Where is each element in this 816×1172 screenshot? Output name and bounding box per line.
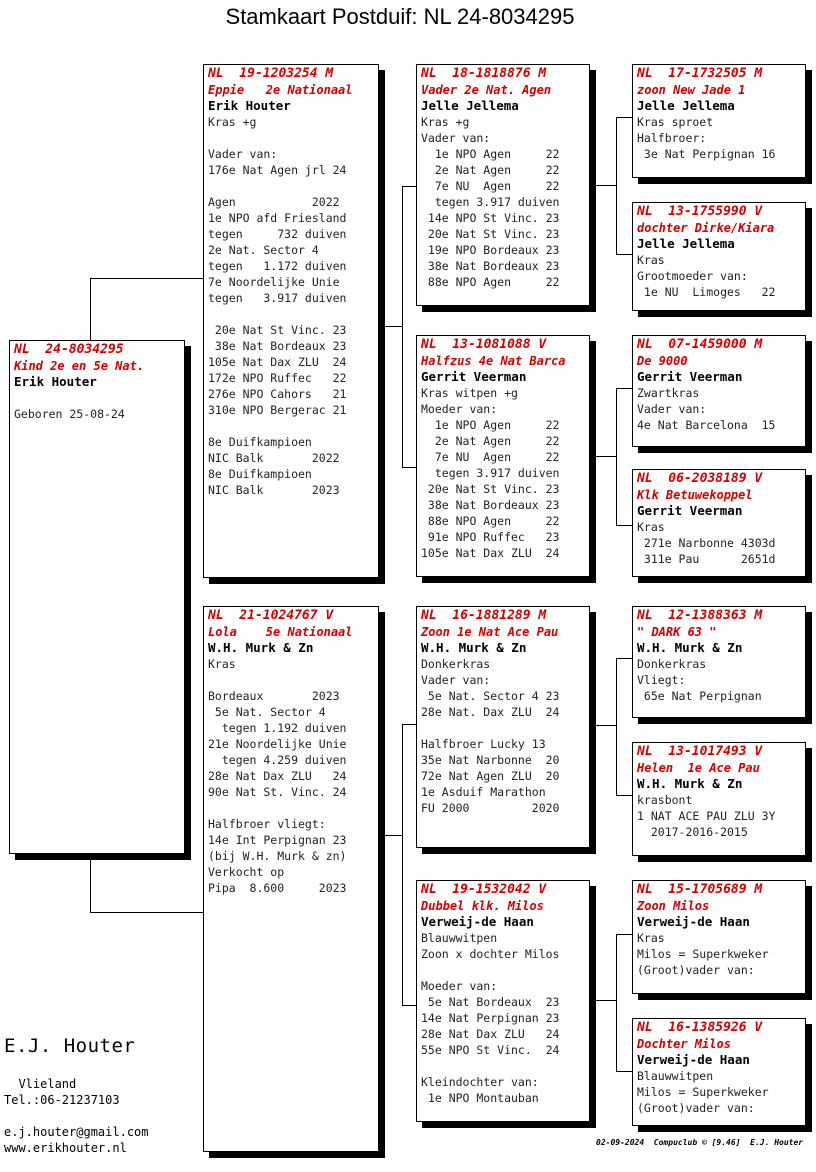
breeder-email: e.j.houter@gmail.com xyxy=(4,1125,149,1139)
pigeon-info-line: Bordeaux 2023 xyxy=(208,689,340,703)
connector-line xyxy=(616,117,632,118)
pigeon-info-line xyxy=(208,418,374,434)
pigeon-owner: Gerrit Veerman xyxy=(637,369,743,384)
connector-line xyxy=(616,934,617,1072)
pigeon-info-line: Zoon x dochter Milos xyxy=(421,947,560,961)
connector-line xyxy=(616,658,617,796)
pigeon-card-dam-sire-dam xyxy=(632,742,806,856)
pigeon-owner: Jelle Jellema xyxy=(637,98,735,113)
pigeon-info-line: 1e NPO Montauban xyxy=(421,1091,539,1105)
pigeon-card-sire-dam-sire xyxy=(632,335,806,447)
pigeon-info-line: 5e Nat. Sector 4 xyxy=(208,705,326,719)
pigeon-ring-number: NL 16-1881289 M xyxy=(421,608,547,623)
pigeon-info-line: Moeder van: xyxy=(421,979,498,993)
pigeon-owner: W.H. Murk & Zn xyxy=(637,776,743,791)
pigeon-info-line: Vliegt: xyxy=(637,673,686,687)
pigeon-ring-number: NL 12-1388363 M xyxy=(637,608,763,623)
pigeon-owner: Verweij-de Haan xyxy=(421,914,534,929)
pigeon-nickname: Klk Betuwekoppel xyxy=(637,488,753,502)
pigeon-info-line: 90e Nat St. Vinc. 24 xyxy=(208,785,347,799)
pigeon-info-line: Halfbroer vliegt: xyxy=(208,817,326,831)
connector-line xyxy=(616,388,632,389)
pigeon-info-line: 14e Nat Perpignan 23 xyxy=(421,1011,560,1025)
connector-line xyxy=(616,658,632,659)
pigeon-nickname: Zoon Milos xyxy=(637,899,710,913)
pigeon-info-line: 7e NU Agen 22 xyxy=(421,450,560,464)
pigeon-card-dam xyxy=(203,606,379,1152)
pigeon-info-line: 38e Nat Bordeaux 23 xyxy=(208,339,347,353)
pigeon-info-line: krasbont xyxy=(637,793,693,807)
pigeon-info-line: Milos = Superkweker xyxy=(637,947,769,961)
pigeon-info-line: Kras +g xyxy=(421,115,470,129)
breeder-website: www.erikhouter.nl xyxy=(4,1141,127,1155)
pigeon-ring-number: NL 06-2038189 V xyxy=(637,471,763,486)
connector-line xyxy=(90,278,204,279)
pigeon-owner: Erik Houter xyxy=(14,374,97,389)
pigeon-ring-number: NL 24-8034295 xyxy=(14,342,124,357)
pigeon-info-line: 20e Nat St Vinc. 23 xyxy=(421,227,560,241)
pigeon-info-line: 35e Nat Narbonne 20 xyxy=(421,753,560,767)
pigeon-info-line: Vader van: xyxy=(208,147,278,161)
connector-line xyxy=(616,117,617,255)
pigeon-nickname: Halfzus 4e Nat Barca xyxy=(421,354,566,368)
pigeon-card-sire-dam xyxy=(416,335,590,577)
pigeon-info-line: 5e Nat Bordeaux 23 xyxy=(421,995,560,1009)
pigeon-nickname: zoon New Jade 1 xyxy=(637,83,746,97)
pigeon-info-line: (bij W.H. Murk & zn) xyxy=(208,849,347,863)
pigeon-owner: W.H. Murk & Zn xyxy=(637,640,743,655)
pigeon-info-line: 1e NU Limoges 22 xyxy=(637,285,776,299)
pigeon-owner: Erik Houter xyxy=(208,98,291,113)
pigeon-info-line: Halfbroer: xyxy=(637,131,707,145)
pigeon-nickname: Eppie 2e Nationaal xyxy=(208,83,353,97)
pigeon-nickname: Kind 2e en 5e Nat. xyxy=(14,359,145,373)
print-stamp: 02-09-2024 Compuclub © [9.46] E.J. Houter xyxy=(596,1138,804,1147)
pigeon-nickname: " DARK 63 " xyxy=(637,625,717,639)
pigeon-info-line: 105e Nat Dax ZLU 24 xyxy=(208,355,347,369)
pigeon-nickname: Dubbel klk. Milos xyxy=(421,899,544,913)
pigeon-info-line: 310e NPO Bergerac 21 xyxy=(208,403,347,417)
breeder-phone: Tel.:06-21237103 xyxy=(4,1093,120,1107)
pigeon-info-line: NIC Balk 2022 xyxy=(208,451,340,465)
pigeon-owner: Verweij-de Haan xyxy=(637,914,750,929)
pigeon-info-line: 1e NPO Agen 22 xyxy=(421,147,560,161)
connector-line xyxy=(402,186,403,468)
pigeon-info-line: 311e Pau 2651d xyxy=(637,552,776,566)
connector-line xyxy=(616,525,632,526)
pigeon-info-line: Vader van: xyxy=(421,673,491,687)
pigeon-info-line: 91e NPO Ruffec 23 xyxy=(421,530,560,544)
pigeon-info-line: FU 2000 2020 xyxy=(421,801,560,815)
pigeon-info-line xyxy=(421,962,585,978)
connector-line xyxy=(616,795,632,796)
pigeon-card-subject xyxy=(9,340,185,854)
pigeon-info-line: 2e Nat Agen 22 xyxy=(421,163,560,177)
pigeon-card-sire-sire xyxy=(416,64,590,306)
pigeon-info-line: 28e Nat Dax ZLU 24 xyxy=(208,769,347,783)
connector-line xyxy=(616,254,632,255)
pigeon-owner: W.H. Murk & Zn xyxy=(208,640,314,655)
pigeon-info-line: 1 NAT ACE PAU ZLU 3Y xyxy=(637,809,776,823)
pigeon-info-line: Kras xyxy=(208,657,236,671)
pigeon-info-line: Agen 2022 xyxy=(208,195,340,209)
pigeon-info-line: 14e NPO St Vinc. 23 xyxy=(421,211,560,225)
pigeon-info-line: tegen 3.917 duiven xyxy=(208,291,347,305)
connector-line xyxy=(402,1005,417,1006)
pigeon-info-line: 88e NPO Agen 22 xyxy=(421,275,560,289)
pigeon-info-line: tegen 3.917 duiven xyxy=(421,466,560,480)
pigeon-info-line: tegen 1.172 duiven xyxy=(208,259,347,273)
pigeon-info-line: (Groot)vader van: xyxy=(637,963,755,977)
pigeon-info-line xyxy=(421,1058,585,1074)
connector-line xyxy=(90,912,204,913)
pigeon-info-line: tegen 1.192 duiven xyxy=(208,721,347,735)
pigeon-info-line: 176e Nat Agen jrl 24 xyxy=(208,163,347,177)
connector-line xyxy=(596,185,616,186)
pigeon-card-sire-sire-dam xyxy=(632,202,806,311)
pigeon-info-line: 1e NPO afd Friesland xyxy=(208,211,347,225)
pigeon-nickname: dochter Dirke/Kiara xyxy=(637,221,775,235)
pigeon-info-line xyxy=(421,720,585,736)
pigeon-info-line xyxy=(208,306,374,322)
pigeon-info-line: Milos = Superkweker xyxy=(637,1085,769,1099)
pigeon-info-line: 14e Int Perpignan 23 xyxy=(208,833,347,847)
pigeon-info-line: Vader van: xyxy=(637,402,707,416)
pigeon-info-line: 2e Nat. Sector 4 xyxy=(208,243,319,257)
pigeon-card-sire-sire-sire xyxy=(632,64,806,178)
pigeon-card-dam-sire xyxy=(416,606,590,848)
pigeon-info-line: 8e Duifkampioen xyxy=(208,467,312,481)
pigeon-info-line: 172e NPO Ruffec 22 xyxy=(208,371,347,385)
pigeon-card-dam-dam-dam xyxy=(632,1018,806,1126)
pigeon-info-line: 38e Nat Bordeaux 23 xyxy=(421,259,560,273)
pigeon-info-line: 3e Nat Perpignan 16 xyxy=(637,147,776,161)
pigeon-info-line: 2e Nat Agen 22 xyxy=(421,434,560,448)
pigeon-nickname: Helen 1e Ace Pau xyxy=(637,761,760,775)
pigeon-owner: Gerrit Veerman xyxy=(421,369,527,384)
pigeon-info-line: 88e NPO Agen 22 xyxy=(421,514,560,528)
pigeon-owner: W.H. Murk & Zn xyxy=(421,640,527,655)
pigeon-nickname: De 9000 xyxy=(637,354,688,368)
pigeon-info-line: 1e NPO Agen 22 xyxy=(421,418,560,432)
pigeon-card-dam-dam-sire xyxy=(632,880,806,994)
pigeon-info-line: tegen 732 duiven xyxy=(208,227,347,241)
pigeon-info-line: 105e Nat Dax ZLU 24 xyxy=(421,546,560,560)
pigeon-info-line: 271e Narbonne 4303d xyxy=(637,536,776,550)
pigeon-info-line: Donkerkras xyxy=(421,657,491,671)
connector-line xyxy=(90,852,91,912)
pigeon-info-line: tegen 4.259 duiven xyxy=(208,753,347,767)
pigeon-owner: Jelle Jellema xyxy=(421,98,519,113)
pigeon-ring-number: NL 18-1818876 M xyxy=(421,66,547,81)
pigeon-ring-number: NL 17-1732505 M xyxy=(637,66,763,81)
pigeon-card-sire-dam-dam xyxy=(632,469,806,577)
pigeon-nickname: Dochter Milos xyxy=(637,1037,731,1051)
pigeon-info-line: 4e Nat Barcelona 15 xyxy=(637,418,776,432)
breeder-city: Vlieland xyxy=(4,1077,77,1091)
pigeon-info-line: Halfbroer Lucky 13 xyxy=(421,737,546,751)
pigeon-info-line: Blauwwitpen xyxy=(637,1069,714,1083)
pigeon-card-dam-dam xyxy=(416,880,590,1122)
connector-line xyxy=(90,278,91,340)
connector-line xyxy=(402,467,417,468)
pigeon-ring-number: NL 15-1705689 M xyxy=(637,882,763,897)
pigeon-info-line: Grootmoeder van: xyxy=(637,269,748,283)
pigeon-info-line: 28e Nat Dax ZLU 24 xyxy=(421,1027,560,1041)
pigeon-owner: Jelle Jellema xyxy=(637,236,735,251)
connector-line xyxy=(402,724,417,725)
connector-line xyxy=(596,456,616,457)
connector-line xyxy=(383,835,402,836)
pigeon-owner: Gerrit Veerman xyxy=(637,503,743,518)
pigeon-info-line xyxy=(208,178,374,194)
pigeon-ring-number: NL 21-1024767 V xyxy=(208,608,334,623)
pigeon-info-line: Kras witpen +g xyxy=(421,386,518,400)
pigeon-info-line: Geboren 25-08-24 xyxy=(14,407,125,421)
pigeon-info-line: 20e Nat St Vinc. 23 xyxy=(421,482,560,496)
pigeon-info-line: tegen 3.917 duiven xyxy=(421,195,560,209)
pigeon-info-line: Kleindochter van: xyxy=(421,1075,539,1089)
pigeon-info-line: 55e NPO St Vinc. 24 xyxy=(421,1043,560,1057)
breeder-name: E.J. Houter xyxy=(4,1035,136,1057)
pigeon-info-line: 65e Nat Perpignan xyxy=(637,689,762,703)
pigeon-info-line: 20e Nat St Vinc. 23 xyxy=(208,323,347,337)
pigeon-info-line: 7e Noordelijke Unie xyxy=(208,275,340,289)
pigeon-ring-number: NL 13-1017493 V xyxy=(637,744,763,759)
pigeon-ring-number: NL 19-1203254 M xyxy=(208,66,334,81)
connector-line xyxy=(383,326,402,327)
pigeon-info-line: Moeder van: xyxy=(421,402,498,416)
connector-line xyxy=(616,934,632,935)
pigeon-info-line: Kras xyxy=(637,931,665,945)
pigeon-ring-number: NL 19-1532042 V xyxy=(421,882,547,897)
pigeon-nickname: Vader 2e Nat. Agen xyxy=(421,83,552,97)
pigeon-info-line: 8e Duifkampioen xyxy=(208,435,312,449)
pigeon-ring-number: NL 07-1459000 M xyxy=(637,337,763,352)
pigeon-info-line: 1e Asduif Marathon xyxy=(421,785,546,799)
pigeon-info-line: Verkocht op xyxy=(208,865,285,879)
pigeon-info-line: Pipa 8.600 2023 xyxy=(208,881,347,895)
connector-line xyxy=(402,186,417,187)
pigeon-info-line: 28e Nat. Dax ZLU 24 xyxy=(421,705,560,719)
pigeon-nickname: Lola 5e Nationaal xyxy=(208,625,353,639)
pigeon-info-line: Kras xyxy=(637,520,665,534)
pigeon-ring-number: NL 13-1755990 V xyxy=(637,204,763,219)
pigeon-card-sire xyxy=(203,64,379,578)
connector-line xyxy=(616,388,617,526)
pigeon-info-line: 276e NPO Cahors 21 xyxy=(208,387,347,401)
pigeon-info-line: 5e Nat. Sector 4 23 xyxy=(421,689,560,703)
pigeon-info-line: 72e Nat Agen ZLU 20 xyxy=(421,769,560,783)
pigeon-info-line: (Groot)vader van: xyxy=(637,1101,755,1115)
pigeon-info-line xyxy=(208,800,374,816)
pigeon-owner: Verweij-de Haan xyxy=(637,1052,750,1067)
pigeon-info-line: NIC Balk 2023 xyxy=(208,483,340,497)
pigeon-info-line: Kras sproet xyxy=(637,115,714,129)
pigeon-nickname: Zoon 1e Nat Ace Pau xyxy=(421,625,559,639)
pigeon-info-line: 38e Nat Bordeaux 23 xyxy=(421,498,560,512)
pigeon-info-line: 7e NU Agen 22 xyxy=(421,179,560,193)
pigeon-info-line: Blauwwitpen xyxy=(421,931,498,945)
pigeon-info-line: Kras +g xyxy=(208,115,257,129)
pigeon-info-line xyxy=(208,672,374,688)
connector-line xyxy=(402,724,403,1006)
pigeon-info-line: Donkerkras xyxy=(637,657,707,671)
pigeon-info-line: 19e NPO Bordeaux 23 xyxy=(421,243,560,257)
connector-line xyxy=(596,1000,616,1001)
pigeon-info-line: Vader van: xyxy=(421,131,491,145)
pigeon-ring-number: NL 16-1385926 V xyxy=(637,1020,763,1035)
connector-line xyxy=(616,1071,632,1072)
pigeon-info-line xyxy=(208,130,374,146)
pigeon-info-line xyxy=(14,390,180,406)
pigeon-ring-number: NL 13-1081088 V xyxy=(421,337,547,352)
pigeon-info-line: 21e Noordelijke Unie xyxy=(208,737,347,751)
pigeon-card-dam-sire-sire xyxy=(632,606,806,718)
pigeon-info-line: Kras xyxy=(637,253,665,267)
page-title: Stamkaart Postduif: NL 24-8034295 xyxy=(225,4,575,29)
pigeon-info-line: 2017-2016-2015 xyxy=(637,825,748,839)
pigeon-info-line: Zwartkras xyxy=(637,386,700,400)
connector-line xyxy=(596,725,616,726)
